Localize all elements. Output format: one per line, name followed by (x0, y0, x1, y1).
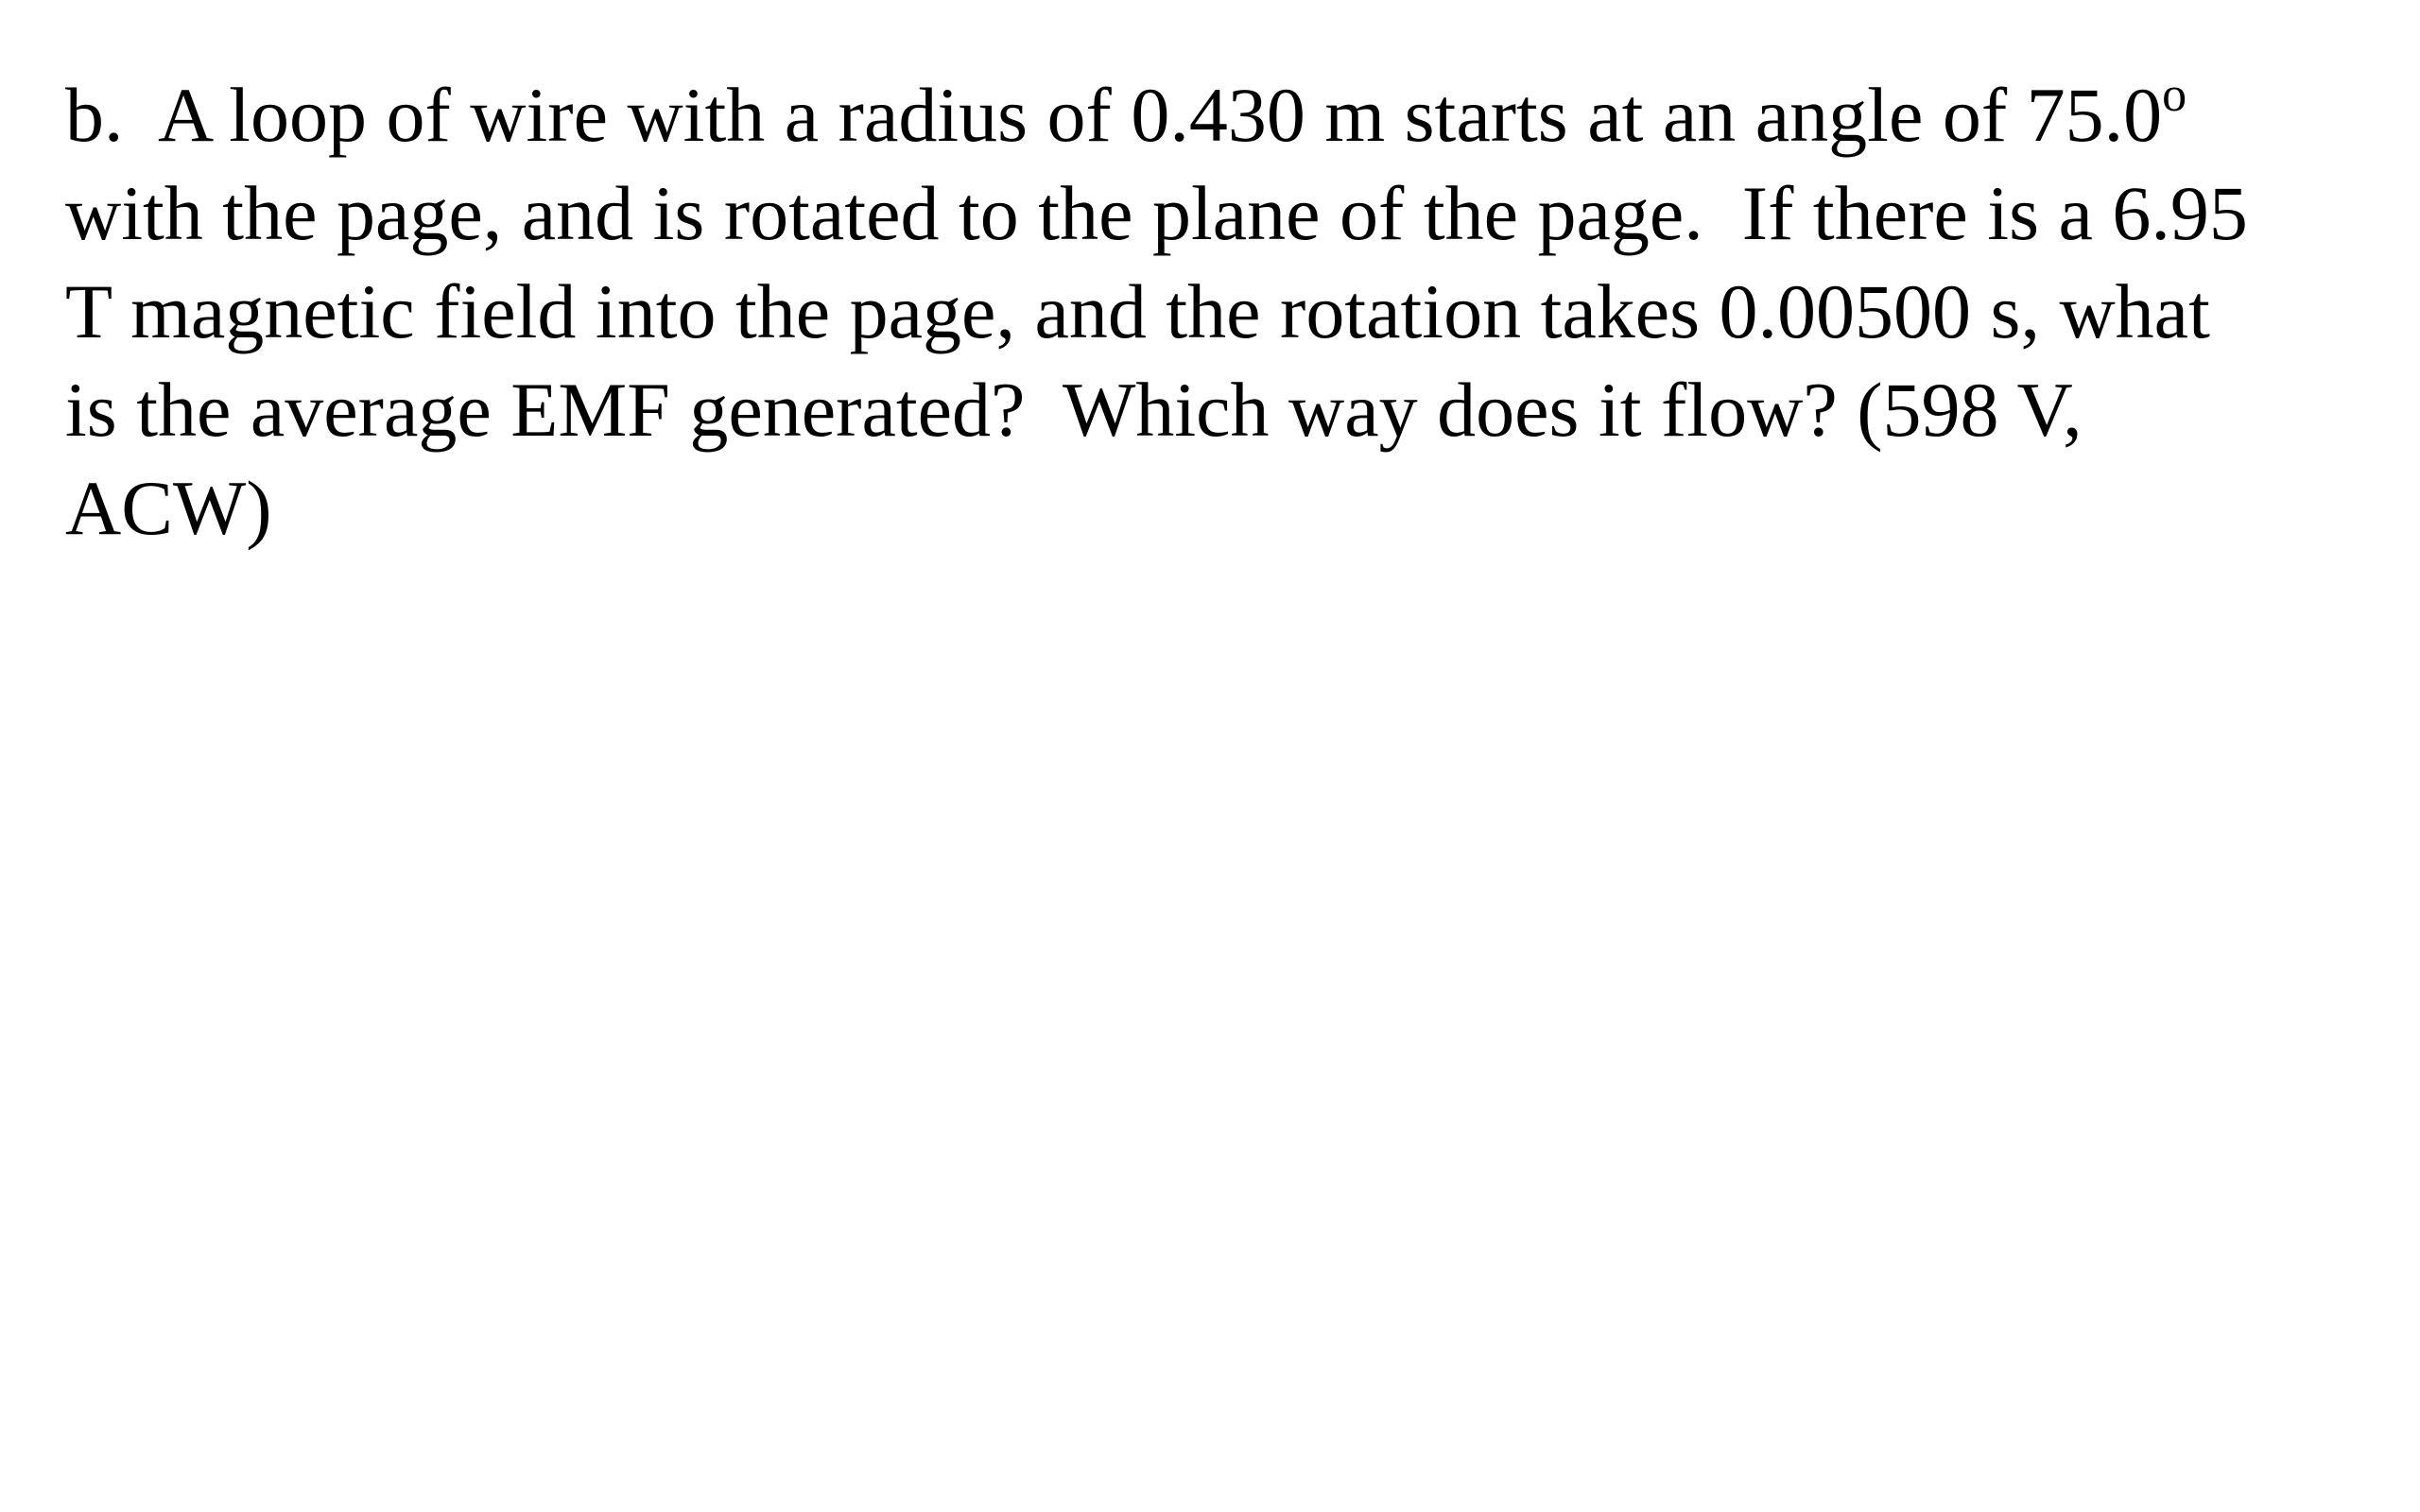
problem-line-1-text: b. A loop of wire with a radius of 0.430 m starts at an angle of 75.0 (65, 72, 2163, 158)
problem-line-4: is the average EMF generated? Which way does it flow? (598 V, (65, 367, 2083, 453)
degree-superscript: o (2162, 68, 2187, 122)
problem-statement-b (65, 66, 2391, 558)
problem-line-1 (65, 66, 2391, 164)
problem-line-2: with the page, and is rotated to the plane of the page. If there is a 6.95 (65, 170, 2248, 256)
problem-line-5: ACW) (65, 465, 272, 551)
problem-line-3: T magnetic field into the page, and the rotation takes 0.00500 s, what (65, 268, 2210, 354)
